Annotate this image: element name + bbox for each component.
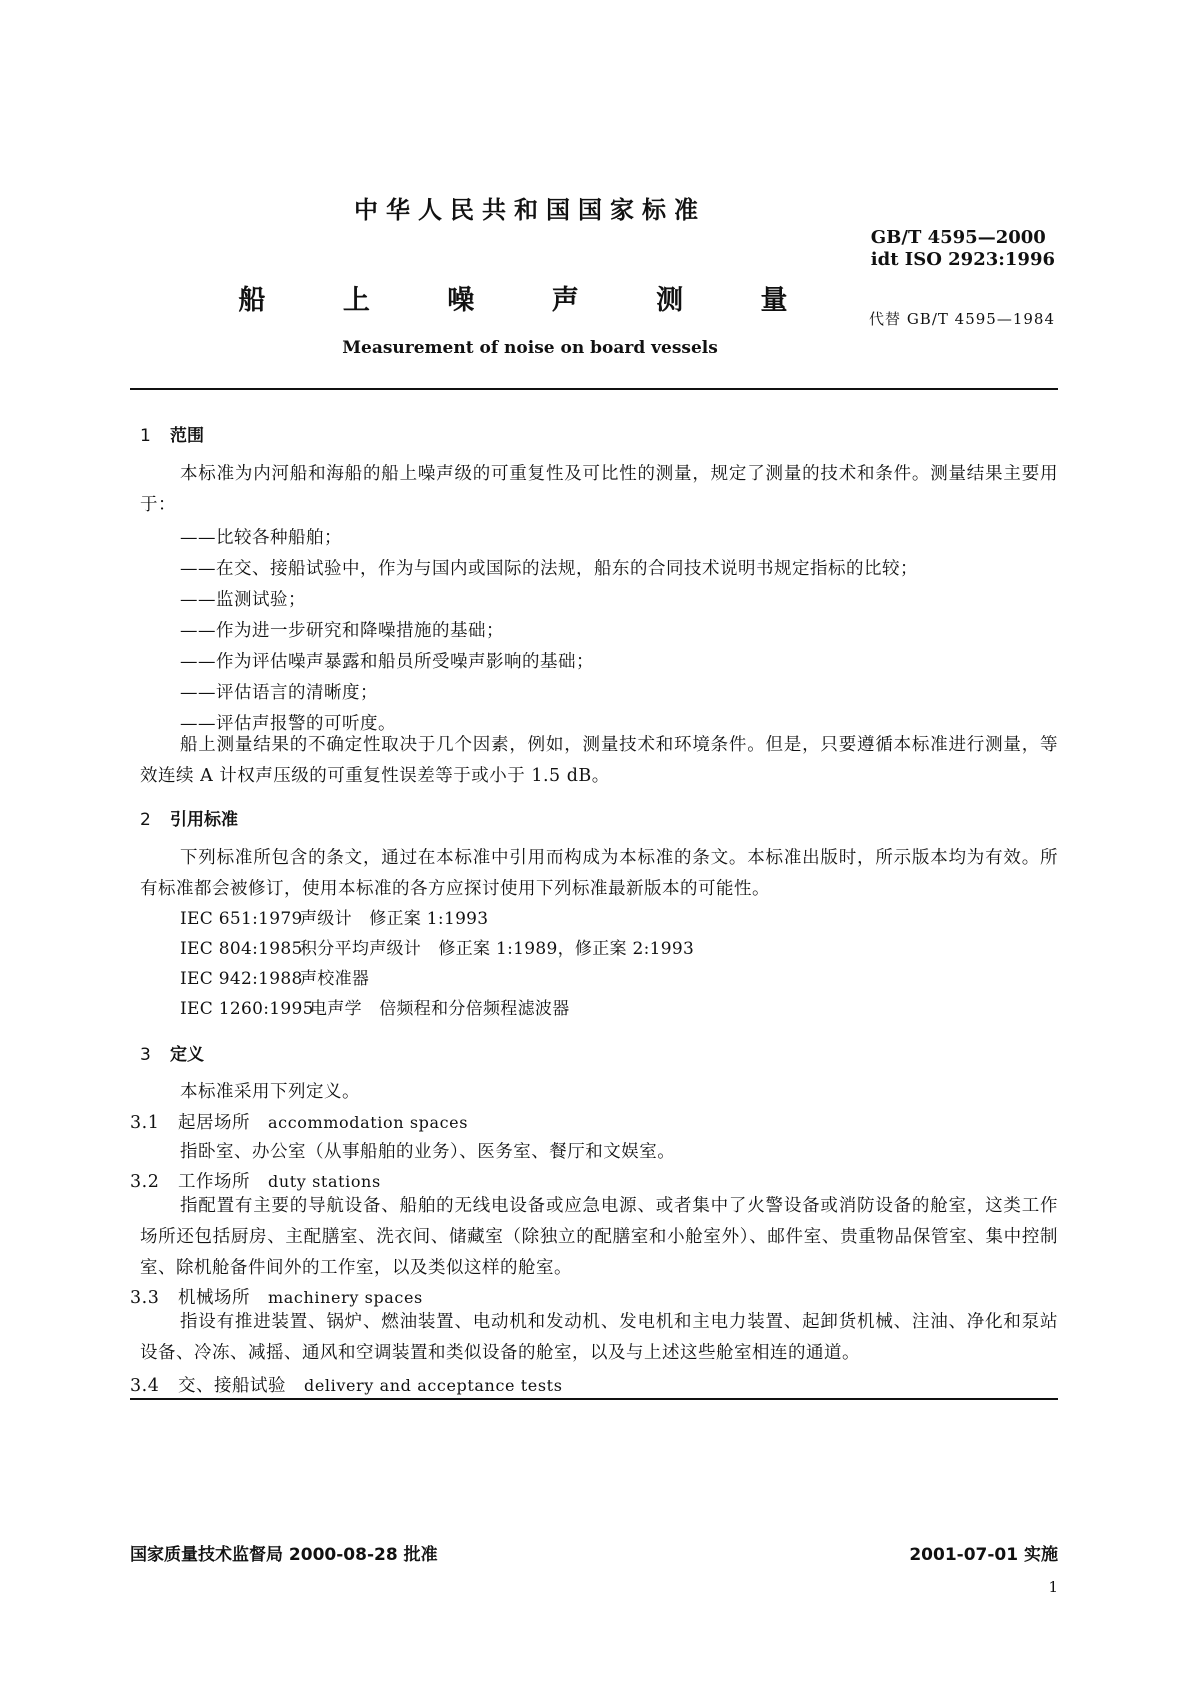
list-item: ——评估声报警的可听度。 — [180, 714, 396, 734]
effective-date: 2001-07-01 实施 — [909, 1545, 1058, 1565]
reference-item: IEC 804:1985积分平均声级计 修正案 1:1989，修正案 2:1993 — [180, 939, 695, 959]
footer-divider — [130, 1398, 1058, 1400]
reference-item: IEC 942:1988声校准器 — [180, 969, 370, 989]
list-item: ——在交、接船试验中，作为与国内或国际的法规，船东的合同技术说明书规定指标的比较； — [180, 559, 918, 579]
header-divider — [130, 388, 1058, 390]
approval-date: 国家质量技术监督局 2000-08-28 批准 — [130, 1545, 438, 1565]
section-3-heading: 3 定义 — [140, 1045, 204, 1065]
definition-heading-3-4: 3.4 交、接船试验 delivery and acceptance tests — [130, 1376, 563, 1396]
definition-heading-3-1: 3.1 起居场所 accommodation spaces — [130, 1113, 469, 1133]
section-2-intro: 下列标准所包含的条文，通过在本标准中引用而构成为本标准的条文。本标准出版时，所示版本均为有效。所有标准都会被修订，使用本标准的各方应探讨使用下列标准最新版本的可能性。 — [140, 848, 1058, 899]
definition-text-3-3: 指设有推进装置、锅炉、燃油装置、电动机和发动机、发电机和主电力装置、起卸货机械、注油、净化和泵站设备、冷冻、减摇、通风和空调装置和类似设备的舱室，以及与上述这些舱室相连的通道。 — [140, 1312, 1058, 1363]
idt-code: idt ISO 2923:1996 — [870, 249, 1055, 270]
section-1-closing: 船上测量结果的不确定性取决于几个因素，例如，测量技术和环境条件。但是，只要遵循本标准进行测量，等效连续 A 计权声压级的可重复性误差等于或小于 1.5 dB。 — [140, 735, 1058, 786]
page-number: 1 — [1048, 1578, 1058, 1596]
section-2-heading: 2 引用标准 — [140, 810, 238, 830]
list-item: ——作为评估噪声暴露和船员所受噪声影响的基础； — [180, 652, 594, 672]
document-title: 船 上 噪 声 测 量 — [238, 285, 822, 316]
section-1-intro: 本标准为内河船和海船的船上噪声级的可重复性及可比性的测量，规定了测量的技术和条件。测量结果主要用于： — [140, 464, 1058, 515]
definition-text-3-2: 指配置有主要的导航设备、船舶的无线电设备或应急电源、或者集中了火警设备或消防设备的舱室，这类工作场所还包括厨房、主配膳室、洗衣间、储藏室（除独立的配膳室和小舱室外）、邮件室、贵重物品保管室、集中控制室、除机舱备件间外的工作室，以及类似这样的舱室。 — [140, 1196, 1058, 1278]
reference-item: IEC 651:1979声级计 修正案 1:1993 — [180, 909, 489, 929]
standard-codes — [871, 227, 1055, 271]
list-item: ——作为进一步研究和降噪措施的基础； — [180, 621, 504, 641]
list-item: ——比较各种船舶； — [180, 528, 342, 548]
reference-item: IEC 1260:1995电声学 倍频程和分倍频程滤波器 — [180, 999, 570, 1019]
list-item: ——评估语言的清晰度； — [180, 683, 378, 703]
definition-heading-3-3: 3.3 机械场所 machinery spaces — [130, 1288, 423, 1308]
document-subtitle-en: Measurement of noise on board vessels — [342, 338, 718, 358]
section-3-intro: 本标准采用下列定义。 — [180, 1082, 360, 1102]
national-standard-heading: 中华人民共和国国家标准 — [354, 196, 706, 224]
definition-text-3-1: 指卧室、办公室（从事船舶的业务）、医务室、餐厅和文娱室。 — [180, 1142, 676, 1162]
list-item: ——监测试验； — [180, 590, 306, 610]
replaces-code: 代替 GB/T 4595—1984 — [869, 310, 1055, 328]
standard-code: GB/T 4595—2000 — [870, 227, 1046, 248]
section-1-heading: 1 范围 — [140, 426, 204, 446]
definition-heading-3-2: 3.2 工作场所 duty stations — [130, 1172, 381, 1192]
